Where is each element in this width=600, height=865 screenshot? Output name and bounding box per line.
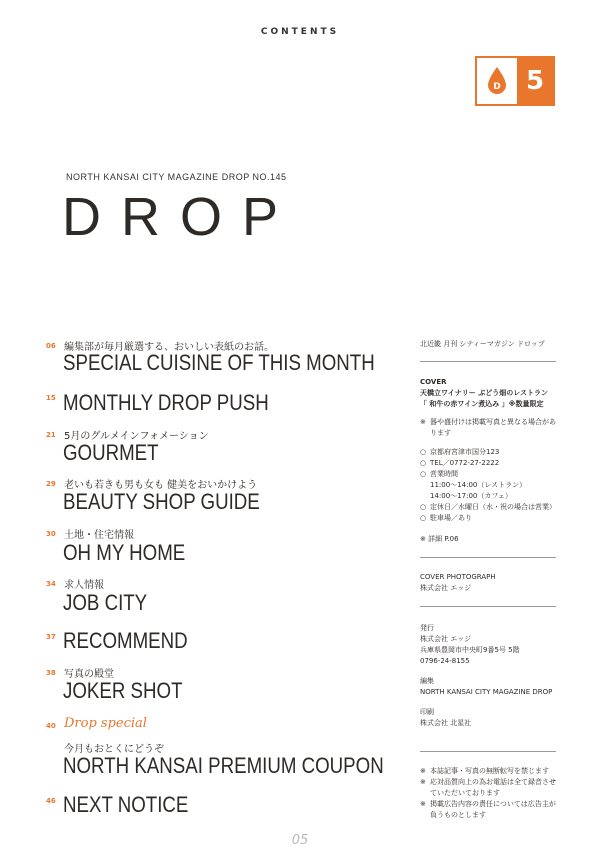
toc-title[interactable]: RECOMMEND (63, 628, 188, 653)
toc-subtitle: 今月もおとくにどうぞ (64, 744, 164, 755)
editor-heading: 編集 (420, 677, 434, 685)
photo-credit: 株式会社 エッジ (420, 584, 472, 592)
toc-title[interactable]: NEXT NOTICE (63, 792, 189, 817)
note-line (420, 777, 556, 799)
note-line (420, 799, 556, 821)
magazine-subtitle: NORTH KANSAI CITY MAGAZINE DROP NO.145 (66, 172, 287, 182)
toc-subtitle: 5月のグルメインフォメーション (64, 431, 209, 442)
note-mark: ※ (420, 767, 426, 775)
toc-title[interactable]: SPECIAL CUISINE OF THIS MONTH (63, 350, 375, 375)
info-line (420, 458, 556, 469)
toc-page-number: 46 (46, 797, 56, 805)
cover-note (420, 417, 556, 439)
cover-heading: COVER (420, 378, 447, 386)
toc-subtitle: 土地・住宅情報 (64, 530, 134, 541)
toc-page-number: 21 (46, 431, 56, 439)
publisher-name: 株式会社 エッジ (420, 635, 472, 643)
sidebar-cover-block (420, 377, 556, 545)
toc-title[interactable]: MONTHLY DROP PUSH (63, 390, 269, 415)
issue-badge (475, 56, 555, 106)
printer-heading: 印刷 (420, 708, 434, 716)
bullet-icon: ○ (420, 448, 427, 456)
toc-page-number: 34 (46, 580, 56, 588)
note-line (420, 766, 556, 777)
toc-page-number: 37 (46, 633, 56, 641)
note-text: 掲載広告内容の責任については広告主が負うものとします (430, 800, 556, 819)
sidebar-publisher-block (420, 623, 556, 729)
toc-title[interactable]: JOKER SHOT (63, 678, 183, 703)
note-text: 本誌記事・写真の無断転写を禁じます (430, 767, 549, 775)
publisher-tel: 0796-24-8155 (420, 657, 470, 665)
toc-title[interactable]: NORTH KANSAI PREMIUM COUPON (63, 753, 384, 778)
toc-subtitle: 老いも若きも男も女も 健美をおいかけよう (64, 480, 258, 491)
contents-header: CONTENTS (260, 27, 340, 37)
cover-note-text: 器や盛付けは掲載写真と異なる場合があります (430, 418, 556, 437)
photo-heading: COVER PHOTOGRAPH (420, 573, 496, 581)
shop-info (420, 447, 556, 524)
editor-name: NORTH KANSAI CITY MAGAZINE DROP (420, 688, 553, 696)
note-mark: ※ (420, 800, 426, 808)
toc-page-number: 40 (46, 722, 56, 730)
toc-page-number: 15 (46, 394, 56, 402)
info-line (420, 447, 556, 458)
note-text: 応対品質向上の為お電話は全て録音させていただいております (430, 778, 556, 797)
publisher-address: 兵庫県豊岡市中央町9番5号 5階 (420, 646, 520, 654)
info-tel: TEL／0772-27-2222 (430, 459, 500, 467)
sidebar-divider (420, 751, 556, 752)
sidebar-divider (420, 557, 556, 558)
bullet-icon: ○ (420, 503, 427, 511)
printer-name: 株式会社 北星社 (420, 719, 472, 727)
sidebar-photo-block (420, 572, 556, 594)
cover-line1: 天橋立ワイナリー ぶどう畑のレストラン (420, 389, 549, 397)
cover-line2: 「 和牛の赤ワイン煮込み 」※数量限定 (420, 400, 544, 408)
info-holiday: 定休日／水曜日（水・祝の場合は営業） (430, 503, 556, 511)
toc-subtitle: 編集部が毎月厳選する、おいしい表紙のお話。 (64, 342, 274, 353)
info-hours-2: 14:00～17:00（カフェ） (430, 492, 512, 500)
magazine-title: DROP (62, 187, 299, 247)
sidebar-magazine-name: 北近畿 月刊 シティーマガジン ドロップ (420, 340, 545, 348)
sidebar-divider (420, 361, 556, 362)
info-address: 京都府宮津市国分123 (430, 448, 500, 456)
info-parking: 駐車場／あり (430, 514, 472, 522)
toc-title[interactable]: BEAUTY SHOP GUIDE (63, 489, 260, 514)
note-mark: ※ (420, 778, 426, 786)
toc-page-number: 38 (46, 669, 56, 677)
info-line (420, 469, 556, 480)
toc-special-label: Drop special (64, 716, 147, 731)
toc-page-number: 06 (46, 342, 56, 350)
sidebar-notes (420, 766, 556, 821)
toc-title[interactable]: GOURMET (63, 440, 159, 465)
page-number: 05 (291, 833, 309, 848)
publisher-heading: 発行 (420, 624, 434, 632)
toc-title[interactable]: OH MY HOME (63, 540, 186, 565)
info-hours-1: 11:00～14:00（レストラン） (430, 481, 527, 489)
toc-title[interactable]: JOB CITY (63, 590, 148, 615)
toc-page-number: 30 (46, 530, 56, 538)
toc-subtitle: 求人情報 (64, 580, 104, 591)
bullet-icon: ○ (420, 459, 427, 467)
note-mark: ※ (420, 418, 426, 426)
drop-icon (477, 58, 517, 104)
bullet-icon: ○ (420, 470, 427, 478)
toc-subtitle: 写真の殿堂 (64, 669, 114, 680)
info-line (420, 513, 556, 524)
badge-letter: D (493, 82, 501, 92)
info-line (420, 502, 556, 513)
info-hours-label: 営業時間 (430, 470, 458, 478)
bullet-icon: ○ (420, 514, 427, 522)
badge-number: 5 (517, 58, 553, 104)
toc-page-number: 29 (46, 480, 56, 488)
sidebar-divider (420, 606, 556, 607)
detail-ref: ※ 詳細 P.06 (420, 535, 459, 543)
